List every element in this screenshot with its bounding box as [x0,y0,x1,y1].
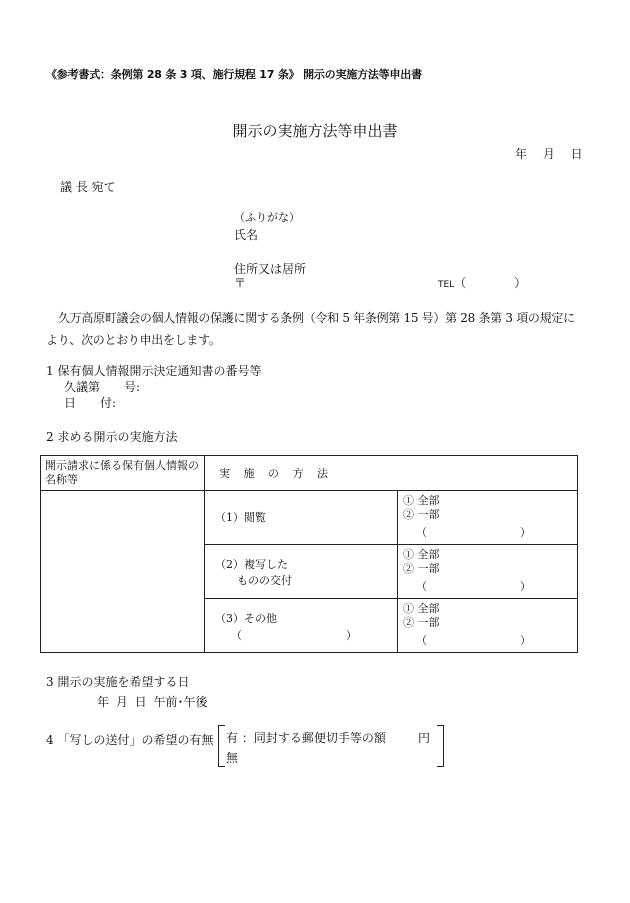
scope-all-1: ① 全部 [403,494,440,507]
method-other-paren[interactable] [231,627,357,643]
scope-paren-close-3: ） [520,634,531,647]
scope-paren-close-2: ） [520,580,531,593]
section1-heading: 1 保有個人情報開示決定通知書の番号等 [46,364,262,378]
date-field: 年 月 日 [515,147,583,161]
method-row-1 [205,491,398,545]
reference-note: 《参考書式：条例第 28 条 3 項、施行規程 17 条》 開示の実施方法等申出書 [46,68,422,81]
method-row-3 [205,599,398,653]
document-title: 開示の実施方法等申出書 [232,122,398,140]
scope-part-1: ② 一部 [403,508,440,521]
tel-label: TEL [438,280,455,290]
stamp-amount-yen: 円 [418,731,431,745]
notice-date-line: 日 付: [64,396,117,410]
tel-field [438,274,526,291]
scope-paren-close-1: ） [520,526,531,539]
item-name-cell[interactable] [41,491,205,653]
tel-paren: （ ） [454,276,527,290]
method-label-2-line2: ものの交付 [215,574,292,587]
scope-paren-open-3: （ [416,634,427,647]
furigana-label: （ふりがな） [234,211,300,224]
section3-heading: 3 開示の実施を希望する日 [46,675,190,689]
method-row-2 [205,545,398,599]
scope-cell-3[interactable] [398,599,578,653]
body-text: 久万高原町議会の個人情報の保護に関する条例（令和 5 年条例第 15 号）第 28 条第 3 項の規定により、次のとおり申出をします。 [46,311,575,347]
section2-heading: 2 求める開示の実施方法 [46,430,178,444]
notice-number-line: 久議第 号: [64,380,141,394]
method-label-3: （3）その他 [215,612,277,625]
scope-part-3: ② 一部 [403,616,440,629]
scope-paren-open-1: （ [416,526,427,539]
scope-all-3: ① 全部 [403,602,440,615]
scope-part-2: ② 一部 [403,562,440,575]
desired-date-line[interactable]: 年 月 日 午前･午後 [97,695,208,709]
methods-table [40,455,578,653]
method-other-paren-close: ） [346,629,357,642]
method-label-2 [215,557,292,589]
scope-cell-2[interactable] [398,545,578,599]
scope-all-2: ① 全部 [403,548,440,561]
method-other-paren-open: （ [231,629,242,642]
section4-heading: 4 「写しの送付」の希望の有無 [46,733,214,747]
delivery-option-yes[interactable]: 有 ：同封する郵便切手等の額 [226,731,386,745]
header-method: 実 施 の 方 法 [205,456,578,491]
scope-paren-open-2: （ [416,580,427,593]
postal-mark: 〒 [234,276,247,290]
method-label-2-line1: （2）複写した [215,558,288,571]
header-item-name: 開示請求に係る保有個人情報の名称等 [41,456,205,491]
delivery-option-no[interactable]: 無 [226,751,239,765]
scope-cell-1[interactable] [398,491,578,545]
name-label: 氏名 [234,228,259,242]
method-label-1: （1）閲覧 [215,511,266,524]
address-label: 住所又は居所 [234,262,307,276]
addressee: 議 長 宛て [60,180,116,194]
